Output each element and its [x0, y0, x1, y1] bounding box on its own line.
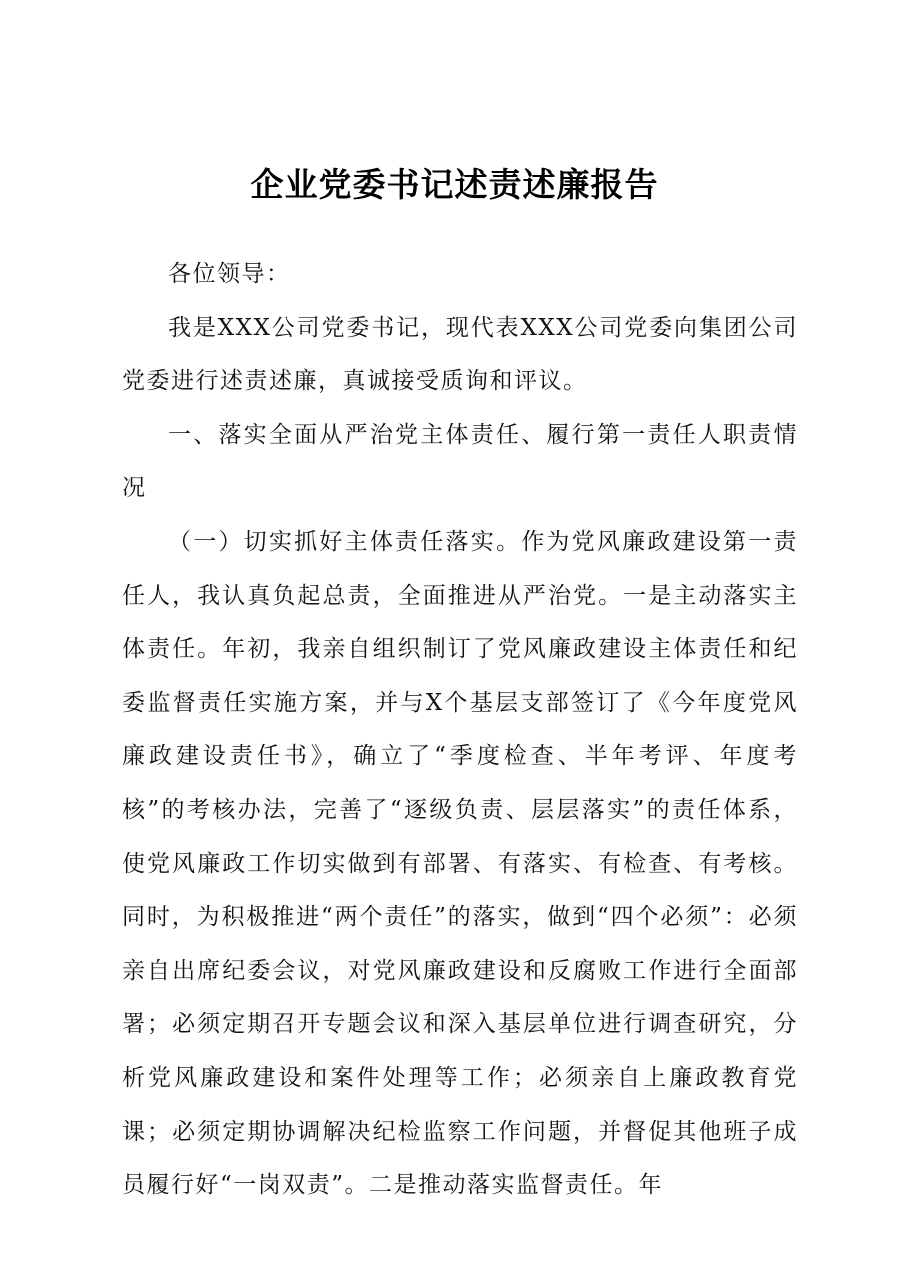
- salutation-paragraph: 各位领导：: [168, 261, 291, 287]
- document-title: 企业党委书记述责述廉报告: [250, 165, 659, 204]
- document-body: [122, 248, 798, 1213]
- body-paragraph: （一）切实抓好主体责任落实。作为党风廉政建设第一责任人，我认真负起总责，全面推进从严治党。一是主动落实主体责任。年初，我亲自组织制订了党风廉政建设主体责任和纪委监督责任实施方案，并与X个基层支部签订了《今年度党风廉政建设责任书》，确立了“季度检查、半年考评、年度考核”的考核办法，完善了“逐级负责、层层落实”的责任体系，使党风廉政工作切实做到有部署、有落实、有检查、有考核。同时，为积极推进“两个责任”的落实，做到“四个必须”：必须亲自出席纪委会议，对党风廉政建设和反腐败工作进行全面部署；必须定期召开专题会议和深入基层单位进行调查研究，分析党风廉政建设和案件处理等工作；必须亲自上廉政教育党课；必须定期协调解决纪检监察工作问题，并督促其他班子成员履行好“一岗双责”。二是推动落实监督责任。年: [122, 528, 798, 1199]
- intro-paragraph: 我是XXX公司党委书记，现代表XXX公司党委向集团公司党委进行述责述廉，真诚接受质询和评议。: [122, 314, 798, 395]
- section-heading-paragraph: 一、落实全面从严治党主体责任、履行第一责任人职责情况: [122, 421, 798, 502]
